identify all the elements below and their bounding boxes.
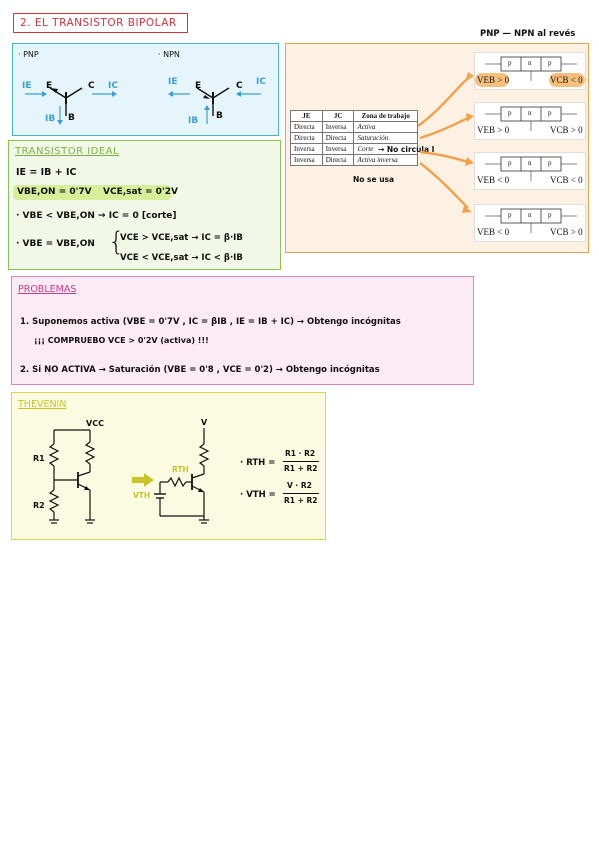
thevenin-rth-lhs: · RTH = (240, 458, 276, 468)
ideal-eq2-b: VCE,sat = 0'2V (103, 187, 178, 197)
ideal-eq2-a: VBE,ON = 0'7V (17, 187, 92, 197)
npn-b-label: B (216, 111, 223, 121)
corte-note: → No circula I (378, 145, 435, 154)
thevenin-rth-num: R1 · R2 (285, 449, 316, 458)
zones-header-jc: JC (322, 111, 354, 122)
junction-3-right: VCB < 0 (550, 175, 583, 185)
thevenin-r2-label: R2 (33, 501, 45, 510)
table-cell: Inversa (322, 144, 354, 155)
junction-1-cell-p1: p (508, 59, 512, 67)
thevenin-equivalent-circuit (152, 420, 232, 530)
junction-3-cell-n: n (528, 159, 532, 167)
npn-e-label: E (195, 81, 202, 91)
thevenin-rth-den: R1 + R2 (284, 464, 318, 473)
problems-p2: 2. Si NO ACTIVA → Saturación (VBE = 0'8 , VCE = 0'2) → Obtengo incógnitas (20, 365, 380, 375)
pnp-c-label: C (88, 81, 95, 91)
ideal-title: TRANSISTOR IDEAL (15, 146, 120, 157)
ideal-box (8, 140, 281, 270)
npn-title: · NPN (158, 50, 180, 59)
thevenin-rth-label: RTH (172, 465, 189, 474)
junction-3-cell-p2: p (548, 159, 552, 167)
junction-diagram-3 (474, 152, 586, 190)
table-cell: Corte (354, 144, 418, 155)
junction-3-cell-p1: p (508, 159, 512, 167)
thevenin-vcc-label: VCC (86, 419, 104, 428)
ideal-rule2-case2: VCE < VCE,sat → IC < β·IB (120, 253, 243, 263)
thevenin-vth-lhs: · VTH = (240, 490, 276, 500)
corner-note-line1: PNP — NPN al revés (480, 29, 576, 39)
junction-2-cell-n: n (528, 109, 532, 117)
junction-2-right: VCB > 0 (550, 125, 583, 135)
npn-ib-label: IB (188, 116, 199, 126)
junction-4-cell-n: n (528, 211, 532, 219)
table-cell: Inversa (291, 155, 323, 166)
thevenin-v-label: V (201, 418, 208, 427)
ideal-eq1: IE = IB + IC (16, 167, 77, 178)
zones-header-je: JE (291, 111, 323, 122)
thevenin-rth-fraction-bar (283, 461, 319, 462)
junction-1-cell-p2: p (548, 59, 552, 67)
thevenin-vth-den: R1 + R2 (284, 496, 318, 505)
thevenin-vth-label: VTH (133, 491, 151, 500)
pnp-ie-label: IE (22, 81, 32, 91)
ideal-rule1: · VBE < VBE,ON → IC = 0 [corte] (16, 211, 177, 221)
table-cell: Directa (291, 133, 323, 144)
table-cell: Activa (354, 122, 418, 133)
inversa-note: No se usa (353, 175, 395, 184)
thevenin-vth-fraction-bar (283, 493, 319, 494)
npn-c-label: C (236, 81, 243, 91)
table-cell: Directa (291, 122, 323, 133)
junction-2-left: VEB > 0 (477, 125, 510, 135)
problems-title: PROBLEMAS (18, 284, 77, 295)
junction-1-right: VCB < 0 (550, 75, 583, 85)
problems-p1: 1. Suponemos activa (VBE = 0'7V , IC = βIB , IE = IB + IC) → Obtengo incógnitas (20, 317, 401, 327)
junction-4-left: VEB < 0 (477, 227, 510, 237)
page-title: 2. EL TRANSISTOR BIPOLAR (20, 17, 177, 29)
junction-4-right: VCB > 0 (550, 227, 583, 237)
ideal-rule2-case1: VCE > VCE,sat → IC = β·IB (120, 233, 243, 243)
junction-4-cell-p2: p (548, 211, 552, 219)
junction-3-left: VEB < 0 (477, 175, 510, 185)
junction-diagram-4 (474, 204, 586, 242)
pnp-b-label: B (68, 113, 75, 123)
junction-diagram-1 (474, 52, 586, 90)
junction-4-cell-p1: p (508, 211, 512, 219)
junction-2-cell-p1: p (508, 109, 512, 117)
table-cell: Saturación (354, 133, 418, 144)
thevenin-original-circuit (40, 420, 130, 530)
ideal-rule2-lead: · VBE = VBE,ON (16, 239, 95, 249)
junction-2-cell-p2: p (548, 109, 552, 117)
table-cell: Directa (322, 133, 354, 144)
thevenin-title: THEVENIN (18, 399, 67, 410)
table-cell: Inversa (291, 144, 323, 155)
npn-ie-label: IE (168, 77, 178, 87)
pnp-title: · PNP (18, 50, 39, 59)
table-cell: Activa inversa (354, 155, 418, 166)
npn-ic-label: IC (256, 77, 266, 87)
junction-diagram-2 (474, 102, 586, 140)
thevenin-r1-label: R1 (33, 454, 45, 463)
thevenin-transform-arrow (132, 473, 154, 487)
junction-1-left: VEB > 0 (477, 75, 510, 85)
ideal-brace: { (108, 227, 125, 257)
problems-p1-check: ¡¡¡ COMPRUEBO VCE > 0'2V (activa) !!! (34, 336, 209, 345)
thevenin-vth-num: V · R2 (287, 481, 312, 490)
junction-1-cell-n: n (528, 59, 532, 67)
table-cell: Directa (322, 155, 354, 166)
table-cell: Inversa (322, 122, 354, 133)
zones-header-zona: Zona de trabajo (354, 111, 418, 122)
pnp-ib-label: IB (45, 114, 56, 124)
pnp-ic-label: IC (108, 81, 118, 91)
pnp-e-label: E (46, 81, 53, 91)
